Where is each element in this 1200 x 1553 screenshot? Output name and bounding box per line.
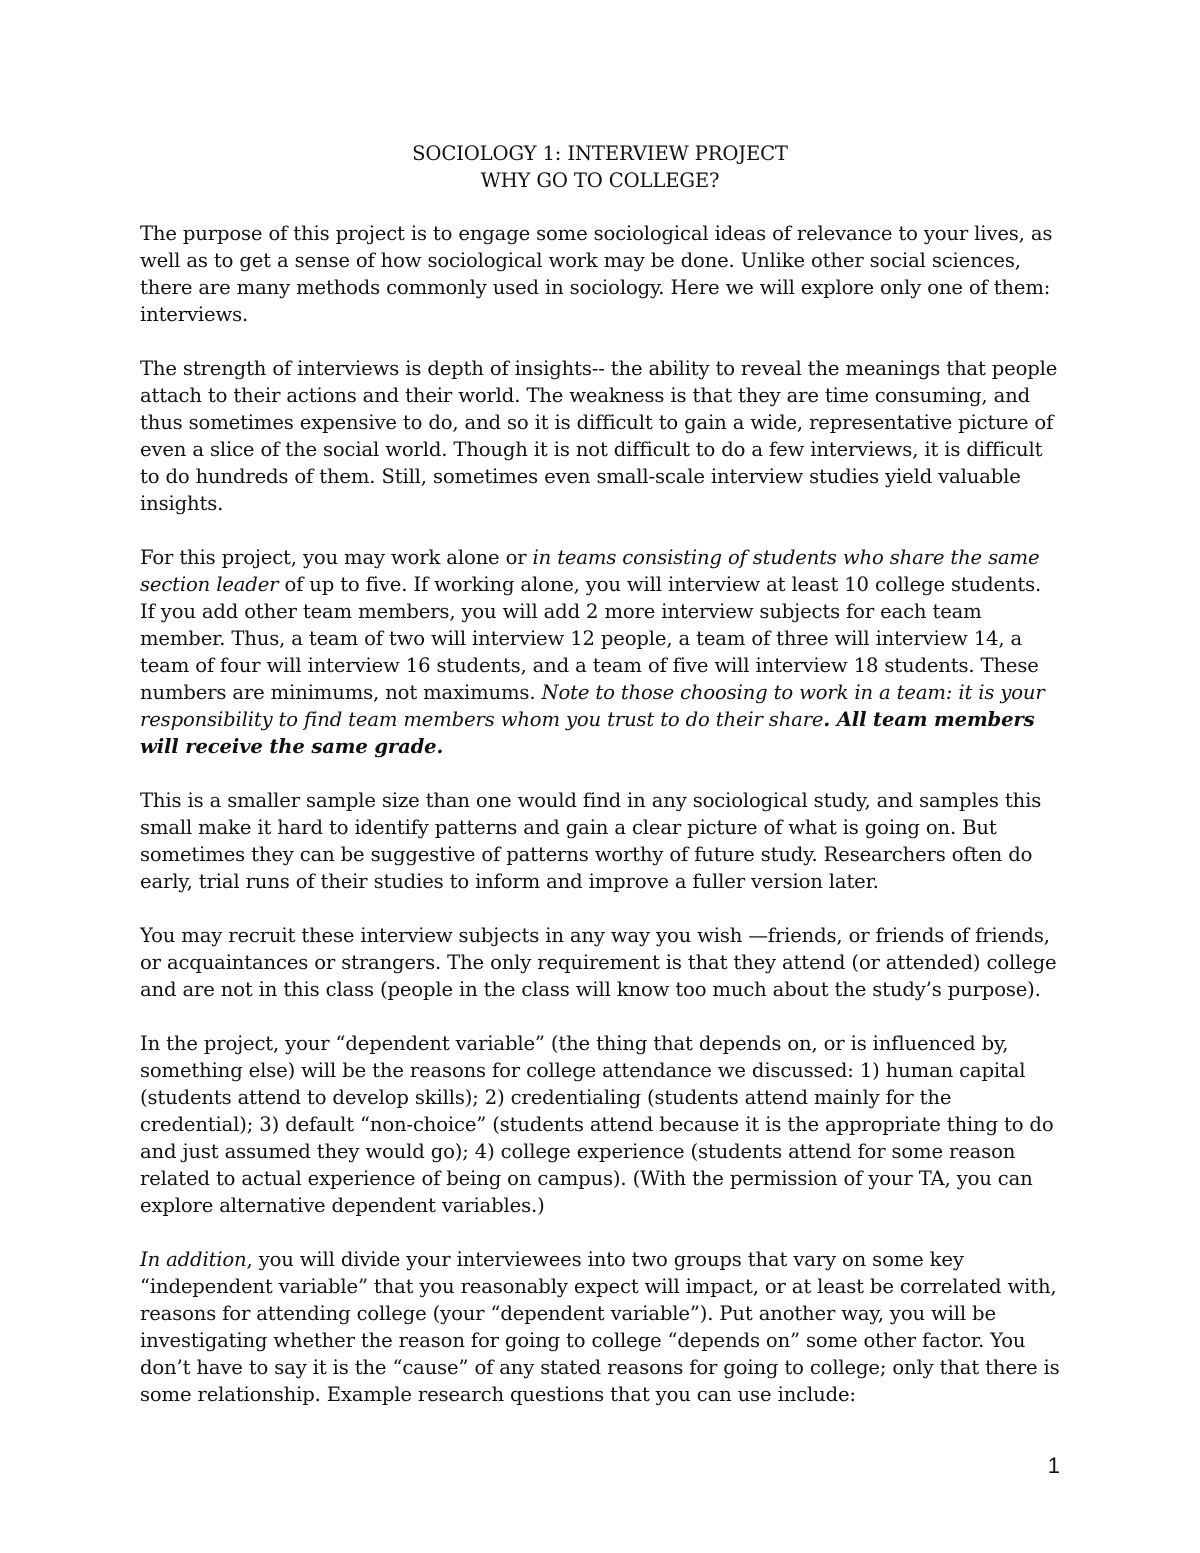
paragraph-independent-variable bbox=[140, 1246, 1060, 1408]
paragraph-purpose: The purpose of this project is to engage some sociological ideas of relevance to your lives, as well as to get a sense of how sociological work may be done. Unlike other social sciences, there are many methods commonly used in sociology. Here we will explore only one of them: interviews. bbox=[140, 222, 1053, 326]
paragraph-teams bbox=[140, 544, 1060, 760]
paragraph-strength: The strength of interviews is depth of insights-- the ability to reveal the meanings that people attach to their actions and their world. The weakness is that they are time consuming, and thus sometimes expensive to do, and so it is difficult to gain a wide, representative picture of even a slice of the social world. Though it is not difficult to do a few interviews, it is difficult to do hundreds of them. Still, sometimes even small-scale interview studies yield valuable insights. bbox=[140, 357, 1058, 515]
in-addition-italic: In addition bbox=[140, 1248, 247, 1271]
page-number: 1 bbox=[1047, 1453, 1060, 1478]
paragraph-sample-size: This is a smaller sample size than one would find in any sociological study, and samples this small make it hard to identify patterns and gain a clear picture of what is going on. But sometimes they can be suggestive of patterns worthy of future study. Researchers often do early, trial runs of their studies to inform and improve a fuller version later. bbox=[140, 789, 1042, 893]
independent-variable-text: , you will divide your interviewees into two groups that vary on some key “independent variable” that you reasonably expect will impact, or at least be correlated with, reasons for attending college (your “dependent variable”). Put another way, you will be investigating whether the reason for going to college “depends on” some other factor. You don’t have to say it is the “cause” of any stated reasons for going to college; only that there is some relationship. Example research questions that you can use include: bbox=[140, 1248, 1060, 1406]
title-line-1: SOCIOLOGY 1: INTERVIEW PROJECT bbox=[412, 142, 788, 165]
teams-bold-grade: . All team members will receive the same grade. bbox=[140, 708, 1035, 758]
document-body bbox=[140, 140, 1060, 1435]
teams-text-c: of up to five. If working alone, you will interview at least 10 college students. If you add other team members, you will add 2 more interview subjects for each team member. Thus, a team of two will interview 12 people, a team of three will interview 14, a team of four will interview 16 students, and a team of five will interview 18 students. These numbers are minimums, not maximums. bbox=[140, 573, 1042, 704]
teams-text-a: For this project, you may work alone or bbox=[140, 546, 533, 569]
paragraph-recruit: You may recruit these interview subjects in any way you wish —friends, or friends of friends, or acquaintances or strangers. The only requirement is that they attend (or attended) college and are not in this class (people in the class will know too much about the study’s purpose). bbox=[140, 924, 1057, 1001]
paragraph-dependent-variable: In the project, your “dependent variable” (the thing that depends on, or is influenced by, something else) will be the reasons for college attendance we discussed: 1) human capital (students attend to develop skills); 2) credentialing (students attend mainly for the credential); 3) default “non-choice” (students attend because it is the appropriate thing to do and just assumed they would go); 4) college experience (students attend for some reason related to actual experience of being on campus). (With the permission of your TA, you can explore alternative dependent variables.) bbox=[140, 1032, 1054, 1217]
title-line-2: WHY GO TO COLLEGE? bbox=[480, 169, 720, 192]
teams-italic-note: Note to those choosing to work in a team: it is your responsibility to find team members whom you trust to do their share bbox=[140, 681, 1045, 731]
teams-italic-section-leader: in teams consisting of students who share the same section leader bbox=[140, 546, 1040, 596]
document-title bbox=[140, 140, 1060, 194]
